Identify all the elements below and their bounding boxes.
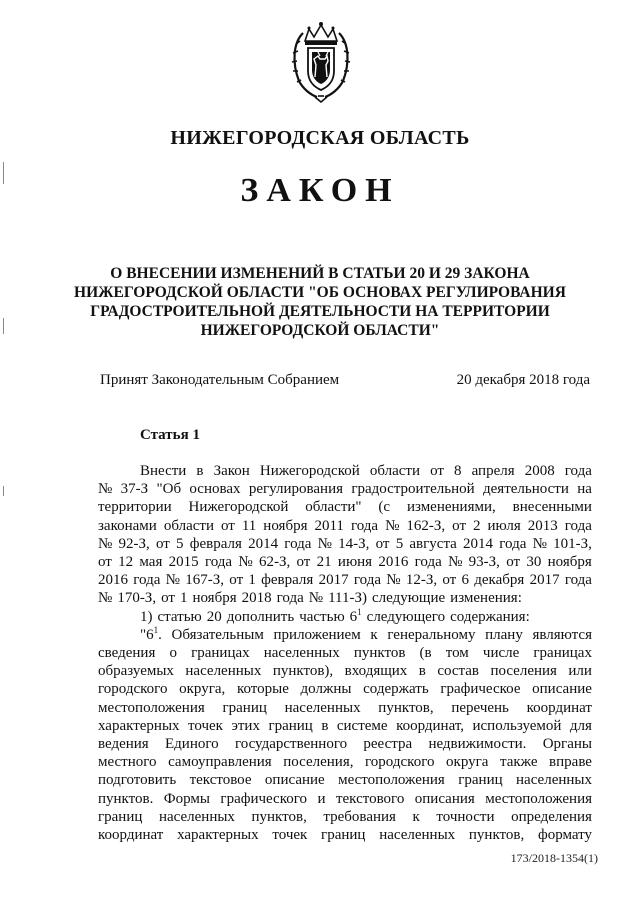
document-type: ЗАКОН <box>240 172 400 209</box>
text-line: № 92-З, от 5 февраля 2014 года № 14-З, от 5 августа 2014 года № 101-З, <box>98 535 592 552</box>
text-line: территории Нижегородской области" (с изменениями, внесенными <box>98 499 592 516</box>
text-line: Внести в Закон Нижегородской области от 8 апреля 2008 года <box>140 463 592 479</box>
text-line: координат характерных точек границ населенных пунктов, формату <box>98 827 592 844</box>
text-line: 2016 года № 167-З, от 1 февраля 2017 года № 12-З, от 6 декабря 2017 года <box>98 572 592 589</box>
adoption-line <box>100 372 590 389</box>
text-line: подготовить текстовое описание местоположения границ населенных <box>98 772 592 789</box>
document-code: 173/2018-1354(1) <box>510 851 598 865</box>
text-line: ведения Единого государственного реестра недвижимости. Органы <box>98 736 592 753</box>
text-line: № 170-З, от 1 ноября 2018 года № 111-З) следующие изменения: <box>98 590 522 607</box>
scan-edge-mark <box>3 486 4 496</box>
law-title <box>60 264 580 340</box>
text-line: законами области от 11 ноября 2011 года № 162-З, от 2 июля 2013 года <box>98 517 592 534</box>
text-line: характерных точек этих границ в системе координат, используемой для <box>98 717 592 734</box>
text-line: "$6^1$. Обязательным приложением к генеральному плану являются <box>140 624 592 643</box>
region-name: НИЖЕГОРОДСКАЯ ОБЛАСТЬ <box>170 127 470 149</box>
title-line: ГРАДОСТРОИТЕЛЬНОЙ ДЕЯТЕЛЬНОСТИ НА ТЕРРИТОРИИ <box>90 303 550 320</box>
title-line: НИЖЕГОРОДСКОЙ ОБЛАСТИ" <box>200 322 440 339</box>
title-line: О ВНЕСЕНИИ ИЗМЕНЕНИЙ В СТАТЬИ 20 И 29 ЗАКОНА <box>110 265 530 282</box>
text-line: 1) статью 20 дополнить частью $6^1$ следующего содержания: <box>140 606 530 625</box>
text-line: границ населенных пунктов, требования к точности определения <box>98 808 592 825</box>
text-line: сведения о границах населенных пунктов (в том числе границах <box>98 645 592 662</box>
text-line: от 12 мая 2015 года № 62-З, от 21 июня 2016 года № 93-З, от 30 ноября <box>98 554 592 571</box>
coat-of-arms-icon <box>291 19 351 103</box>
title-line: НИЖЕГОРОДСКОЙ ОБЛАСТИ "ОБ ОСНОВАХ РЕГУЛИРОВАНИЯ <box>74 284 566 301</box>
text-line: пунктов. Формы графического и текстового описания местоположения <box>98 790 592 807</box>
text-line: местного самоуправления поселения, городского округа также вправе <box>98 754 592 771</box>
text-line: городского округа, которые должны содержать графическое описание <box>98 681 592 698</box>
article-heading: Статья 1 <box>140 427 200 443</box>
adoption-date: 20 декабря 2018 года <box>456 372 590 388</box>
text-line: местоположения границ населенных пунктов, перечень координат <box>98 699 592 716</box>
text-line: № 37-З "Об основах регулирования градостроительной деятельности на <box>98 481 592 498</box>
scan-edge-mark <box>3 318 4 334</box>
article-body <box>98 462 592 844</box>
text-line: образуемых населенных пунктов), входящих в состав поселения или <box>98 663 592 680</box>
adoption-label: Принят Законодательным Собранием <box>100 372 340 388</box>
